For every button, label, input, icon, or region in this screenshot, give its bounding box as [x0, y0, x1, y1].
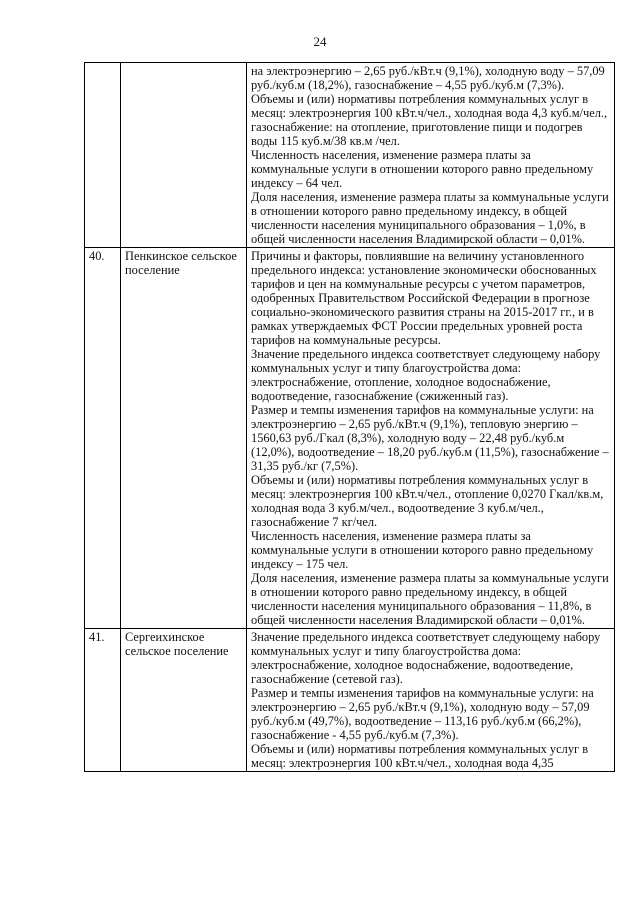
- description-paragraph: Численность населения, изменение размера платы за коммунальные услуги в отношении которого равно предельному индексу – 64 чел.: [251, 148, 594, 190]
- description-paragraph: Размер и темпы изменения тарифов на коммунальные услуги: на электроэнергию – 2,65 руб./кВт.ч (9,1%), холодную воду – 57,09 руб./куб.м (49,7%), водоотведение – 113,16 руб./куб.м (66,2%), газоснабжение - 4,55 руб./куб.м (7,3%).: [251, 686, 594, 742]
- description-paragraph: Значение предельного индекса соответствует следующему набору коммунальных услуг и типу благоустройства дома: электроснабжение, отопление, холодное водоснабжение, водоотведение, газоснабжение (сжиженный газ).: [251, 347, 601, 403]
- description-paragraph: Объемы и (или) нормативы потребления коммунальных услуг в месяц: электроэнергия 100 кВт.ч/чел., холодная вода 4,35: [251, 742, 589, 770]
- description-paragraph: Доля населения, изменение размера платы за коммунальные услуги в отношении которого равно предельному индексу, в общей численности населения муниципального образования – 11,8%, в общей численности населения Владимирской области – 0,01%.: [251, 571, 609, 627]
- description-paragraph: Причины и факторы, повлиявшие на величину установленного предельного индекса: установление экономически обоснованных тарифов и цен на коммунальные ресурсы с учетом параметров, одобренных Правительством Российской Федерации в прогнозе социально-экономического развития страны на 2015-2017 гг., и в рамках утверждаемых ФСТ России предельных уровней роста тарифов на коммунальные ресурсы.: [251, 249, 597, 347]
- municipality-name: Пенкинское сельское поселение: [121, 248, 247, 629]
- row-number: 41.: [85, 629, 121, 772]
- description-paragraph: Численность населения, изменение размера платы за коммунальные услуги в отношении которого равно предельному индексу – 175 чел.: [251, 529, 594, 571]
- row-description: [247, 63, 615, 248]
- table-row: [85, 248, 615, 629]
- municipality-name: [121, 63, 247, 248]
- row-number: [85, 63, 121, 248]
- description-paragraph: Доля населения, изменение размера платы за коммунальные услуги в отношении которого равно предельному индексу, в общей численности населения муниципального образования – 1,0%, в общей численности населения Владимирской области – 0,01%.: [251, 190, 609, 246]
- description-paragraph: Значение предельного индекса соответствует следующему набору коммунальных услуг и типу благоустройства дома: электроснабжение, холодное водоснабжение, водоотведение, газоснабжение (сетевой газ).: [251, 630, 601, 686]
- page-number: 24: [313, 34, 327, 49]
- description-paragraph: Размер и темпы изменения тарифов на коммунальные услуги: на электроэнергию – 2,65 руб./кВт.ч (9,1%), тепловую энергию – 1560,63 руб./Гкал (8,3%), холодную воду – 22,48 руб./куб.м (12,0%), водоотведение – 18,20 руб./куб.м (11,5%), газоснабжение – 31,35 руб./кг (7,5%).: [251, 403, 609, 473]
- row-description: [247, 629, 615, 772]
- municipality-name: Сергеихинское сельское поселение: [121, 629, 247, 772]
- description-paragraph: на электроэнергию – 2,65 руб./кВт.ч (9,1%), холодную воду – 57,09 руб./куб.м (18,2%), газоснабжение – 4,55 руб./куб.м (7,3%).: [251, 64, 605, 92]
- row-description: [247, 248, 615, 629]
- description-paragraph: Объемы и (или) нормативы потребления коммунальных услуг в месяц: электроэнергия 100 кВт.ч/чел., холодная вода 4,3 куб.м/чел., газоснабжение: на отопление, приготовление пищи и подогрев воды 115 куб.м/38 кв.м /чел.: [251, 92, 608, 148]
- table-row: [85, 63, 615, 248]
- description-paragraph: Объемы и (или) нормативы потребления коммунальных услуг в месяц: электроэнергия 100 кВт.ч/чел., отопление 0,0270 Гкал/кв.м, холодная вода 3 куб.м/чел., водоотведение 3 куб.м/чел., газоснабжение 7 кг/чел.: [251, 473, 604, 529]
- tariff-table: [84, 62, 615, 772]
- table-row: [85, 629, 615, 772]
- row-number: 40.: [85, 248, 121, 629]
